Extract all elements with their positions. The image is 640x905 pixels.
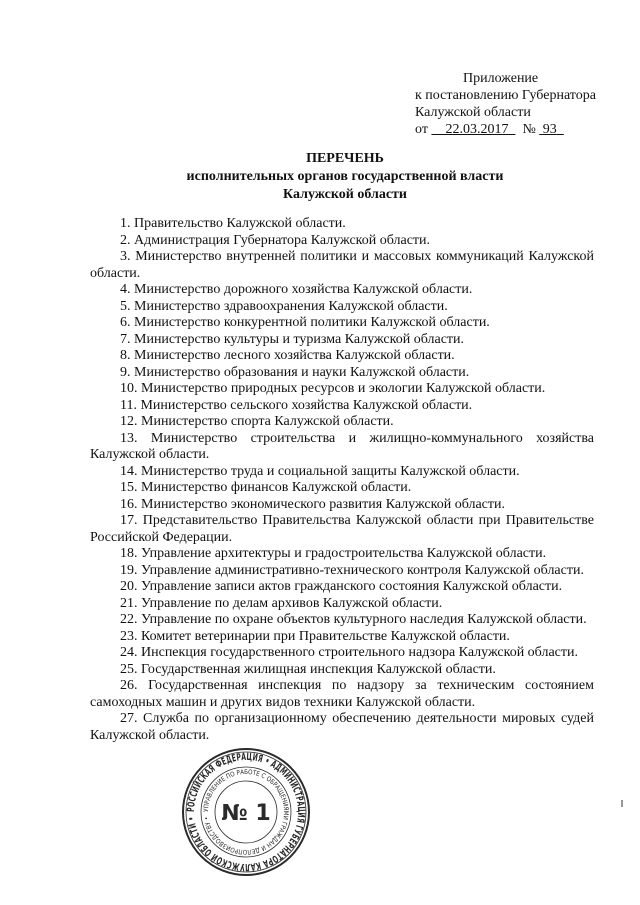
list-item: 6. Министерство конкурентной политики Калужской области. bbox=[120, 315, 490, 330]
seal-outer-text: РОССИЙСКАЯ ФЕДЕРАЦИЯ • АДМИНИСТРАЦИЯ ГУБЕРНАТОРА КАЛУЖСКОЙ ОБЛАСТИ • bbox=[185, 751, 307, 873]
number-prefix: № bbox=[522, 122, 536, 137]
list-item: 14. Министерство труда и социальной защиты Калужской области. bbox=[120, 463, 520, 479]
list-item: 27. Служба по организационному обеспечению деятельности мировых судей Калужской области. bbox=[90, 711, 594, 743]
appendix-line-2: к постановлению Губернатора bbox=[415, 88, 596, 103]
list-item: 9. Министерство образования и науки Калужской области. bbox=[120, 364, 470, 380]
list-item: 4. Министерство дорожного хозяйства Калужской области. bbox=[120, 282, 473, 297]
list-item: 5. Министерство здравоохранения Калужской области. bbox=[120, 298, 448, 314]
list-item: 8. Министерство лесного хозяйства Калужской области. bbox=[120, 348, 455, 363]
appendix-date-line bbox=[415, 121, 615, 138]
official-seal bbox=[180, 746, 312, 878]
list-item: 24. Инспекция государственного строительного надзора Калужской области. bbox=[120, 645, 578, 660]
document-heading bbox=[90, 150, 600, 204]
list-item: 17. Представительство Правительства Калужской области при Правительстве Российской Федерации. bbox=[90, 513, 594, 545]
authorities-list bbox=[90, 216, 594, 744]
date-prefix: от bbox=[415, 122, 428, 137]
list-item: 13. Министерство строительства и жилищно-коммунального хозяйства Калужской области. bbox=[90, 430, 594, 462]
seal-inner-text: УПРАВЛЕНИЕ ПО РАБОТЕ С ОБРАЩЕНИЯМИ ГРАЖДАН И ДЕЛОПРОИЗВОДСТВУ • bbox=[201, 767, 291, 857]
list-item: 10. Министерство природных ресурсов и экологии Калужской области. bbox=[120, 381, 546, 396]
list-item: 21. Управление по делам архивов Калужской области. bbox=[120, 595, 443, 611]
list-item: 22. Управление по охране объектов культурного наследия Калужской области. bbox=[120, 612, 587, 627]
list-item: 23. Комитет ветеринарии при Правительстве Калужской области. bbox=[120, 628, 510, 644]
list-item: 26. Государственная инспекция по надзору за техническим состоянием самоходных машин и других видов техники Калужской области. bbox=[90, 678, 594, 710]
list-item: 1. Правительство Калужской области. bbox=[120, 216, 346, 231]
list-item: 7. Министерство культуры и туризма Калужской области. bbox=[120, 331, 465, 347]
scan-mark bbox=[621, 800, 623, 807]
list-item: 16. Министерство экономического развития Калужской области. bbox=[120, 496, 505, 512]
list-item: 12. Министерство спорта Калужской области. bbox=[120, 414, 394, 429]
seal-number: № 1 bbox=[221, 801, 271, 826]
list-item: 2. Администрация Губернатора Калужской области. bbox=[120, 232, 431, 248]
document-date: 22.03.2017 bbox=[445, 122, 509, 137]
appendix-line-3: Калужской области bbox=[415, 105, 531, 120]
list-item: 18. Управление архитектуры и градостроительства Калужской области. bbox=[120, 546, 547, 561]
list-item: 25. Государственная жилищная инспекция Калужской области. bbox=[120, 661, 496, 677]
document-number: 93 bbox=[542, 122, 557, 137]
appendix-header bbox=[415, 70, 615, 138]
list-item: 15. Министерство финансов Калужской области. bbox=[120, 480, 412, 495]
seal-graphic bbox=[180, 746, 312, 878]
heading-line-2: исполнительных органов государственной власти bbox=[186, 169, 504, 184]
heading-line-1: ПЕРЕЧЕНЬ bbox=[306, 151, 384, 166]
heading-line-3: Калужской области bbox=[283, 187, 407, 202]
list-item: 20. Управление записи актов гражданского состояния Калужской области. bbox=[120, 579, 563, 594]
list-item: 19. Управление административно-технического контроля Калужской области. bbox=[120, 562, 584, 578]
appendix-title: Приложение bbox=[463, 71, 539, 86]
list-item: 11. Министерство сельского хозяйства Калужской области. bbox=[120, 397, 473, 413]
list-item: 3. Министерство внутренней политики и массовых коммуникаций Калужской области. bbox=[90, 249, 594, 281]
